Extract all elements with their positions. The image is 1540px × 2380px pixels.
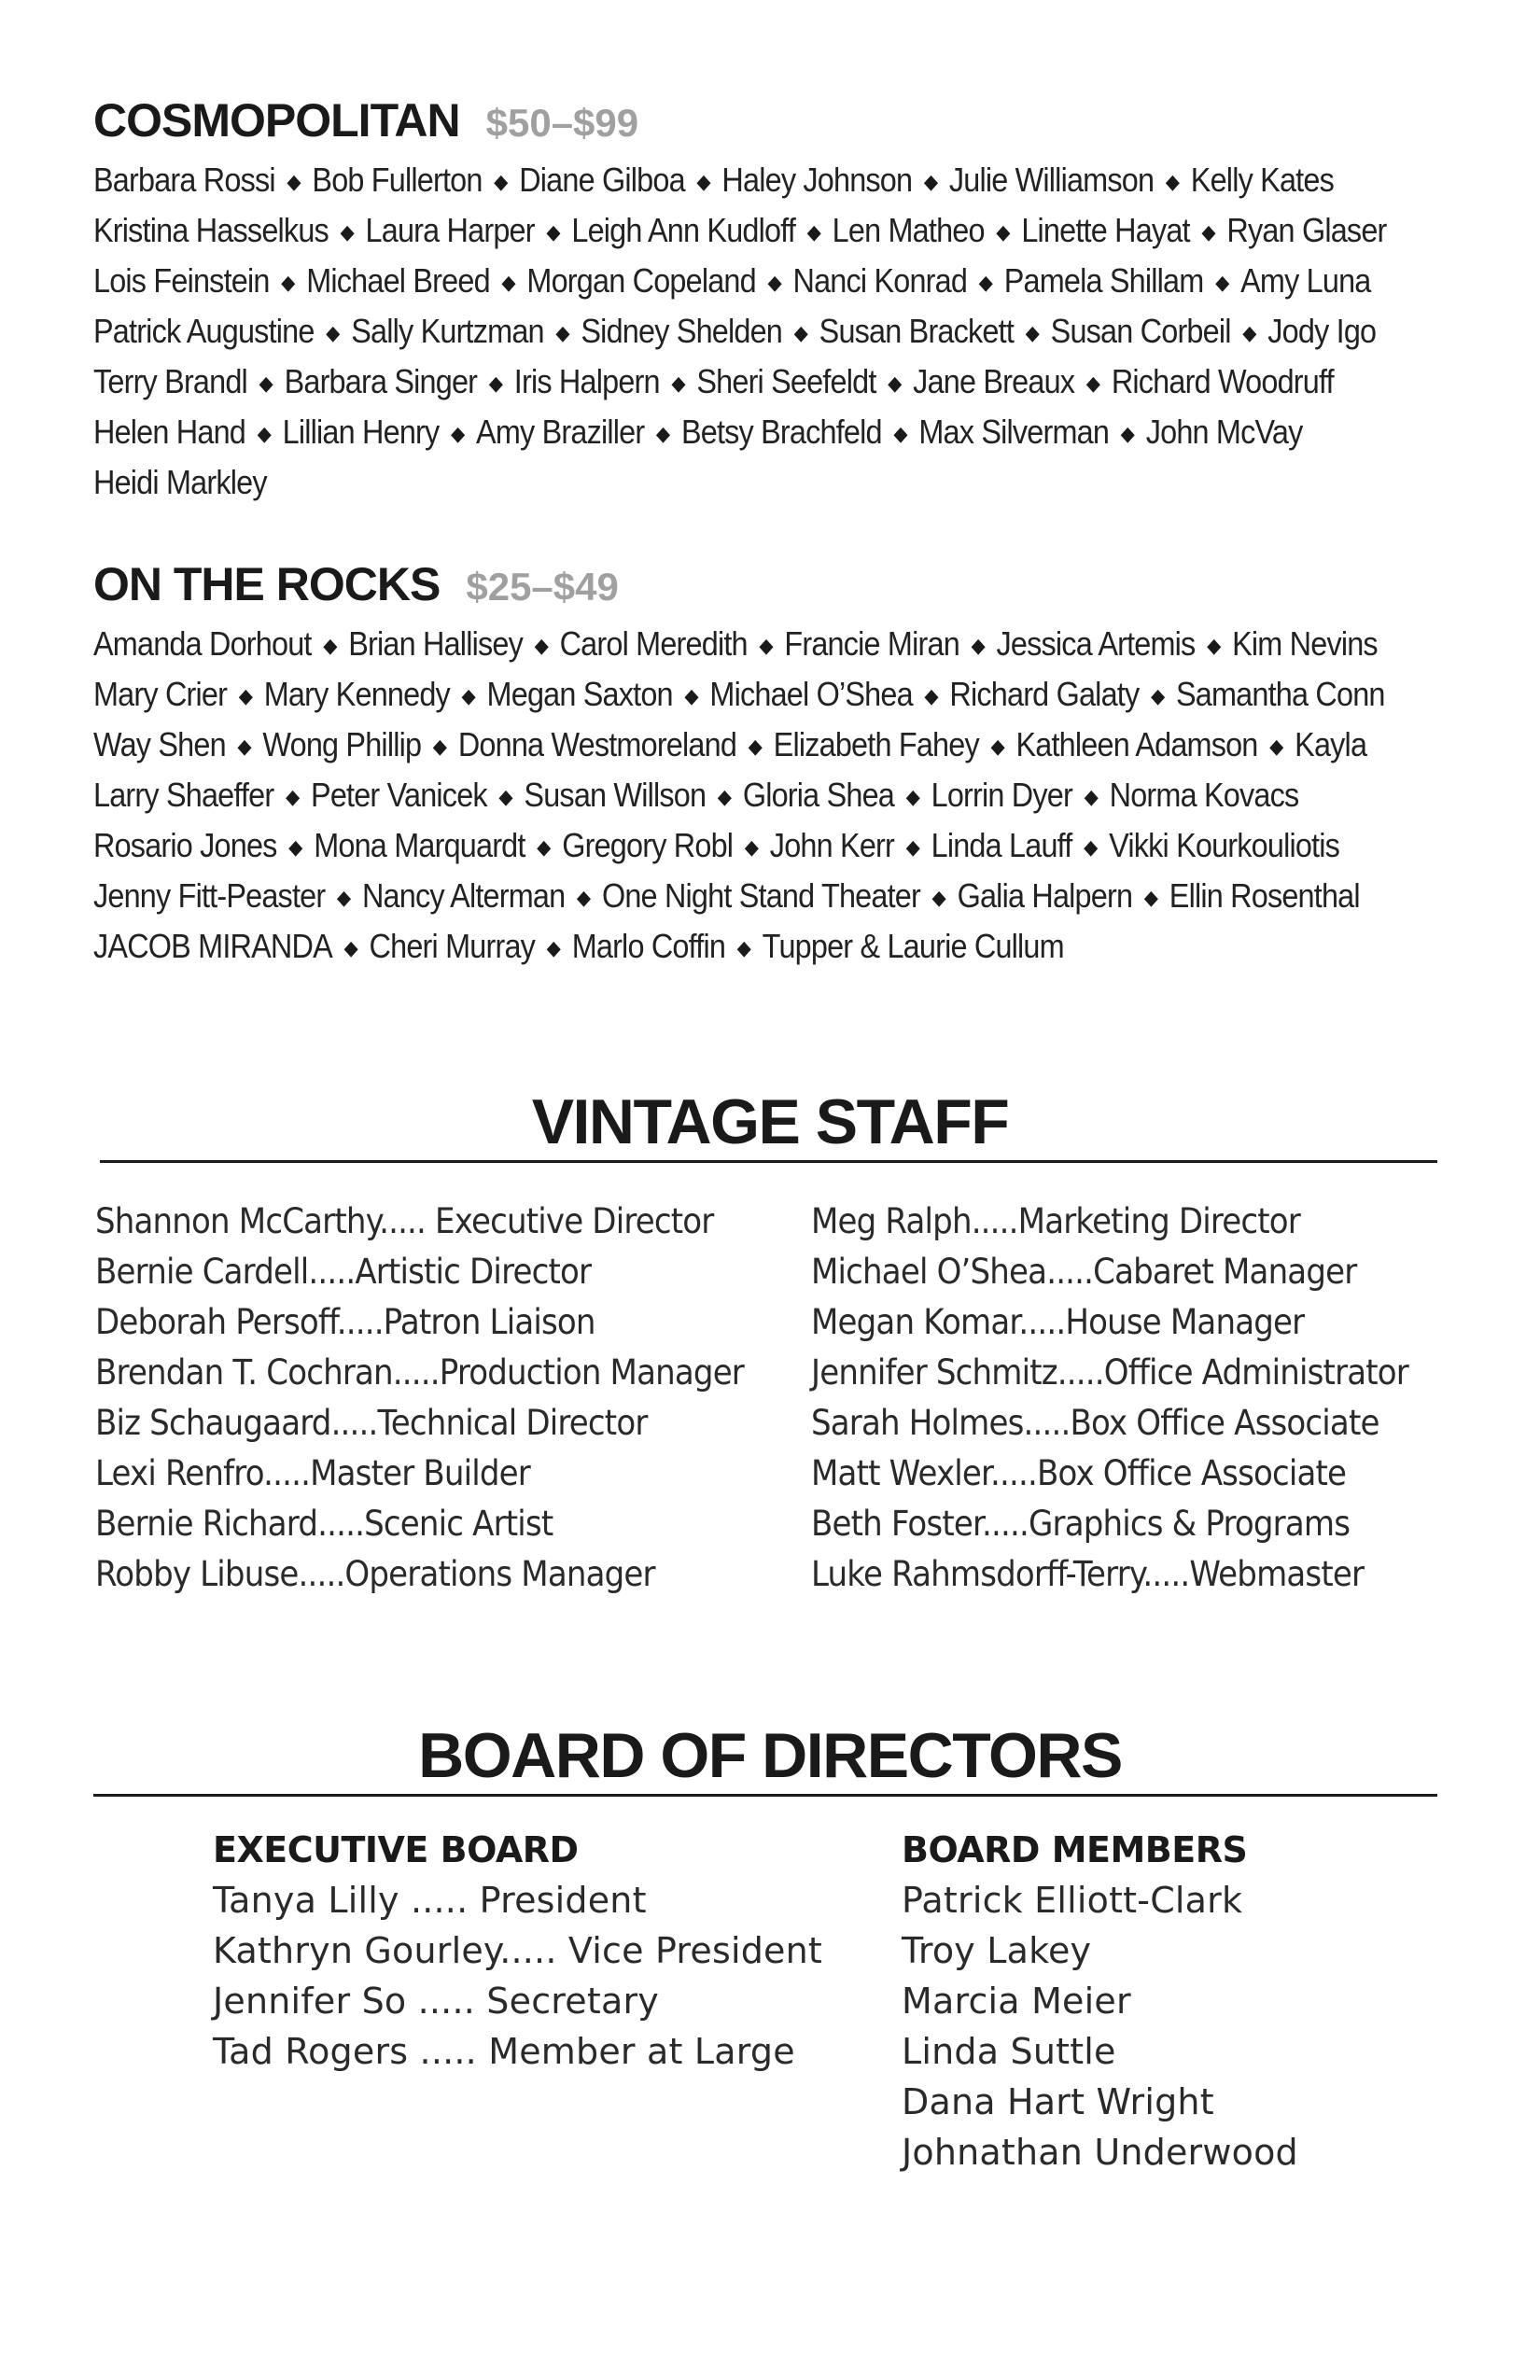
diamond-separator-icon: ◆ [744, 835, 759, 860]
diamond-separator-icon: ◆ [655, 422, 670, 446]
diamond-separator-icon: ◆ [1207, 634, 1221, 658]
donor-name: Way Shen [93, 725, 226, 763]
donor-name: Norma Kovacs [1109, 776, 1299, 814]
staff-entry: Luke Rahmsdorff-Terry.....Webmaster [811, 1554, 1365, 1594]
diamond-separator-icon: ◆ [736, 936, 751, 960]
diamond-separator-icon: ◆ [1201, 220, 1215, 245]
diamond-separator-icon: ◆ [451, 422, 465, 446]
diamond-separator-icon: ◆ [281, 271, 295, 295]
donor-name: Kayla [1295, 725, 1367, 763]
donor-name: Richard Galaty [949, 675, 1140, 713]
staff-entry: Lexi Renfro.....Master Builder [95, 1453, 530, 1493]
donor-name: Susan Brackett [819, 312, 1015, 350]
tier-price-range: $50–$99 [485, 101, 639, 145]
donor-name: Gregory Robl [562, 826, 734, 864]
donor-name: Lois Feinstein [93, 261, 270, 300]
staff-entry: Bernie Cardell.....Artistic Director [95, 1252, 592, 1292]
diamond-separator-icon: ◆ [326, 321, 340, 345]
staff-entry: Meg Ralph.....Marketing Director [811, 1201, 1300, 1241]
donor-line [93, 407, 1320, 457]
staff-divider [100, 1160, 1437, 1163]
diamond-separator-icon: ◆ [576, 886, 591, 910]
executive-board-list [213, 1875, 822, 2077]
board-member: Marcia Meier [902, 1981, 1131, 2022]
donor-line [93, 921, 1320, 972]
diamond-separator-icon: ◆ [893, 422, 907, 446]
donor-name: Tupper & Laurie Cullum [762, 927, 1064, 965]
donor-line [93, 357, 1334, 407]
donor-line [93, 619, 1378, 669]
donor-name: Richard Woodruff [1111, 362, 1334, 400]
diamond-separator-icon: ◆ [432, 735, 447, 759]
donor-name: Jenny Fitt-Peaster [93, 876, 326, 915]
diamond-separator-icon: ◆ [1025, 321, 1040, 345]
diamond-separator-icon: ◆ [343, 936, 357, 960]
donor-name: Linda Lauff [931, 826, 1072, 864]
staff-entry: Bernie Richard.....Scenic Artist [95, 1504, 553, 1544]
donor-name: Galia Halpern [957, 876, 1133, 915]
staff-entry: Jennifer Schmitz.....Office Administrator [811, 1352, 1408, 1393]
donor-name: Elizabeth Fahey [773, 725, 979, 763]
donor-name: Kathleen Adamson [1015, 725, 1258, 763]
donor-line [93, 770, 1320, 820]
donor-name: Ellin Rosenthal [1169, 876, 1360, 915]
tier-heading-cosmopolitan [93, 93, 638, 147]
diamond-separator-icon: ◆ [1143, 886, 1158, 910]
diamond-separator-icon: ◆ [546, 220, 560, 245]
donor-name: John Kerr [769, 826, 894, 864]
diamond-separator-icon: ◆ [1150, 684, 1165, 708]
diamond-separator-icon: ◆ [257, 422, 272, 446]
diamond-separator-icon: ◆ [1084, 785, 1099, 809]
staff-entry: Biz Schaugaard.....Technical Director [95, 1403, 648, 1443]
donor-line [93, 720, 1367, 770]
donor-name: Haley Johnson [721, 161, 913, 199]
donor-name: Heidi Markley [93, 463, 267, 501]
board-member: Tad Rogers ..... Member at Large [213, 2031, 795, 2072]
donor-name: Jane Breaux [913, 362, 1075, 400]
diamond-separator-icon: ◆ [996, 220, 1010, 245]
donor-line [93, 457, 1320, 508]
donor-name: Bob Fullerton [312, 161, 483, 199]
donor-line [93, 820, 1340, 871]
donor-name: Wong Phillip [262, 725, 422, 763]
staff-entry: Sarah Holmes.....Box Office Associate [811, 1403, 1379, 1443]
donor-name: Mona Marquardt [314, 826, 525, 864]
donor-list-cosmopolitan [93, 155, 1456, 508]
diamond-separator-icon: ◆ [494, 170, 508, 194]
donor-name: Lorrin Dyer [931, 776, 1072, 814]
donor-name: Betsy Brachfeld [680, 413, 882, 451]
diamond-separator-icon: ◆ [684, 684, 698, 708]
diamond-separator-icon: ◆ [287, 170, 301, 194]
donor-name: Gloria Shea [742, 776, 895, 814]
donor-name: Peter Vanicek [311, 776, 487, 814]
donor-name: Iris Halpern [513, 362, 660, 400]
diamond-separator-icon: ◆ [534, 634, 548, 658]
donor-name: Donna Westmoreland [457, 725, 737, 763]
donor-name: Jody Igo [1267, 312, 1377, 350]
donor-name: Samantha Conn [1175, 675, 1385, 713]
donor-name: Diane Gilboa [519, 161, 685, 199]
diamond-separator-icon: ◆ [905, 785, 920, 809]
donor-name: Helen Hand [93, 413, 246, 451]
diamond-separator-icon: ◆ [498, 785, 512, 809]
diamond-separator-icon: ◆ [323, 634, 337, 658]
staff-entry: Deborah Persoff.....Patron Liaison [95, 1302, 595, 1342]
donor-name: Lillian Henry [282, 413, 440, 451]
diamond-separator-icon: ◆ [978, 271, 993, 295]
board-member: Dana Hart Wright [902, 2081, 1214, 2122]
donor-name: Marlo Coffin [571, 927, 726, 965]
staff-entry: Michael O’Shea.....Cabaret Manager [811, 1252, 1357, 1292]
staff-section-title: VINTAGE STAFF [531, 1086, 1009, 1157]
board-section-title: BOARD OF DIRECTORS [418, 1720, 1122, 1791]
donor-line [93, 306, 1377, 357]
board-member: Tanya Lilly ..... President [213, 1880, 647, 1921]
diamond-separator-icon: ◆ [285, 785, 300, 809]
donor-name: Amanda Dorhout [93, 624, 312, 663]
donor-name: Nancy Alterman [361, 876, 566, 915]
donor-name: Susan Corbeil [1050, 312, 1231, 350]
donor-name: Mary Kennedy [263, 675, 450, 713]
diamond-separator-icon: ◆ [488, 371, 503, 396]
diamond-separator-icon: ◆ [1269, 735, 1283, 759]
diamond-separator-icon: ◆ [238, 684, 253, 708]
diamond-separator-icon: ◆ [288, 835, 302, 860]
donor-name: Max Silverman [918, 413, 1110, 451]
donor-name: Cheri Murray [369, 927, 536, 965]
donor-name: Michael O’Shea [709, 675, 913, 713]
diamond-separator-icon: ◆ [924, 684, 938, 708]
donor-name: Sidney Shelden [581, 312, 783, 350]
diamond-separator-icon: ◆ [1242, 321, 1256, 345]
executive-board-heading: EXECUTIVE BOARD [213, 1829, 579, 1870]
tier-price-range: $25–$49 [466, 565, 619, 609]
donor-list-on-the-rocks [93, 619, 1456, 972]
donor-name: Nanci Konrad [792, 261, 968, 300]
donor-name: John McVay [1145, 413, 1303, 451]
staff-entry: Robby Libuse.....Operations Manager [95, 1554, 655, 1594]
donor-name: Barbara Rossi [93, 161, 275, 199]
staff-list-right [811, 1197, 1461, 1600]
diamond-separator-icon: ◆ [759, 634, 773, 658]
donor-name: Terry Brandl [93, 362, 247, 400]
diamond-separator-icon: ◆ [888, 371, 902, 396]
donor-name: Rosario Jones [93, 826, 277, 864]
diamond-separator-icon: ◆ [555, 321, 569, 345]
donor-name: Mary Crier [93, 675, 228, 713]
donor-name: Sally Kurtzman [351, 312, 544, 350]
board-member: Johnathan Underwood [902, 2132, 1298, 2173]
board-member: Kathryn Gourley..... Vice President [213, 1930, 822, 1971]
diamond-separator-icon: ◆ [767, 271, 781, 295]
staff-entry: Beth Foster.....Graphics & Programs [811, 1504, 1351, 1544]
tier-name: ON THE ROCKS [93, 558, 441, 610]
donor-name: Brian Hallisey [348, 624, 523, 663]
diamond-separator-icon: ◆ [336, 886, 351, 910]
donor-name: Carol Meredith [559, 624, 748, 663]
diamond-separator-icon: ◆ [546, 936, 561, 960]
staff-entry: Megan Komar.....House Manager [811, 1302, 1305, 1342]
donor-name: Francie Miran [784, 624, 959, 663]
donor-name: Kristina Hasselkus [93, 211, 329, 249]
donor-name: Kim Nevins [1232, 624, 1378, 663]
diamond-separator-icon: ◆ [1120, 422, 1135, 446]
diamond-separator-icon: ◆ [793, 321, 808, 345]
donor-name: Amy Luna [1240, 261, 1371, 300]
board-member: Jennifer So ..... Secretary [213, 1981, 659, 2022]
executive-board [213, 1825, 822, 2077]
donor-name: Sheri Seefeldt [696, 362, 876, 400]
diamond-separator-icon: ◆ [717, 785, 732, 809]
donor-name: Laura Harper [365, 211, 535, 249]
staff-entry: Shannon McCarthy..... Executive Director [95, 1201, 714, 1241]
diamond-separator-icon: ◆ [990, 735, 1004, 759]
donor-name: Michael Breed [306, 261, 490, 300]
board-member: Linda Suttle [902, 2031, 1116, 2072]
donor-name: Larry Shaeffer [93, 776, 274, 814]
donor-name: Jessica Artemis [996, 624, 1196, 663]
diamond-separator-icon: ◆ [237, 735, 251, 759]
donor-name: Barbara Singer [284, 362, 478, 400]
diamond-separator-icon: ◆ [671, 371, 685, 396]
board-members-heading: BOARD MEMBERS [902, 1829, 1248, 1870]
staff-entry: Matt Wexler.....Box Office Associate [811, 1453, 1347, 1493]
board-members-list [902, 1875, 1298, 2177]
donor-line [93, 669, 1385, 720]
diamond-separator-icon: ◆ [748, 735, 763, 759]
diamond-separator-icon: ◆ [1085, 371, 1100, 396]
donor-name: Morgan Copeland [526, 261, 756, 300]
donor-name: Ryan Glaser [1226, 211, 1387, 249]
diamond-separator-icon: ◆ [931, 886, 945, 910]
diamond-separator-icon: ◆ [1165, 170, 1180, 194]
donor-name: JACOB MIRANDA [93, 927, 332, 965]
staff-list-left [95, 1197, 800, 1600]
diamond-separator-icon: ◆ [971, 634, 985, 658]
diamond-separator-icon: ◆ [501, 271, 515, 295]
staff-entry: Brendan T. Cochran.....Production Manager [95, 1352, 744, 1393]
board-members [902, 1825, 1298, 2177]
donor-name: Susan Willson [524, 776, 707, 814]
donor-line [93, 155, 1334, 205]
diamond-separator-icon: ◆ [461, 684, 475, 708]
donor-name: Linette Hayat [1021, 211, 1190, 249]
donor-name: Len Matheo [832, 211, 985, 249]
tier-name: COSMOPOLITAN [93, 94, 460, 147]
donor-line [93, 256, 1371, 306]
donor-name: Vikki Kourkouliotis [1109, 826, 1340, 864]
donor-name: Megan Saxton [486, 675, 673, 713]
donor-name: Leigh Ann Kudloff [571, 211, 796, 249]
diamond-separator-icon: ◆ [806, 220, 821, 245]
donor-name: Julie Williamson [948, 161, 1155, 199]
donor-name: One Night Stand Theater [601, 876, 920, 915]
diamond-separator-icon: ◆ [259, 371, 273, 396]
donor-name: Patrick Augustine [93, 312, 315, 350]
diamond-separator-icon: ◆ [340, 220, 354, 245]
donor-name: Pamela Shillam [1003, 261, 1204, 300]
diamond-separator-icon: ◆ [905, 835, 920, 860]
tier-heading-on-the-rocks [93, 557, 619, 611]
diamond-separator-icon: ◆ [923, 170, 938, 194]
board-divider [93, 1794, 1437, 1797]
diamond-separator-icon: ◆ [1084, 835, 1098, 860]
board-member: Troy Lakey [902, 1930, 1092, 1971]
donor-name: Amy Braziller [476, 413, 645, 451]
board-member: Patrick Elliott-Clark [902, 1880, 1243, 1921]
diamond-separator-icon: ◆ [696, 170, 710, 194]
diamond-separator-icon: ◆ [537, 835, 551, 860]
donor-line [93, 205, 1387, 256]
donor-line [93, 871, 1360, 921]
diamond-separator-icon: ◆ [1215, 271, 1229, 295]
donor-name: Kelly Kates [1190, 161, 1334, 199]
